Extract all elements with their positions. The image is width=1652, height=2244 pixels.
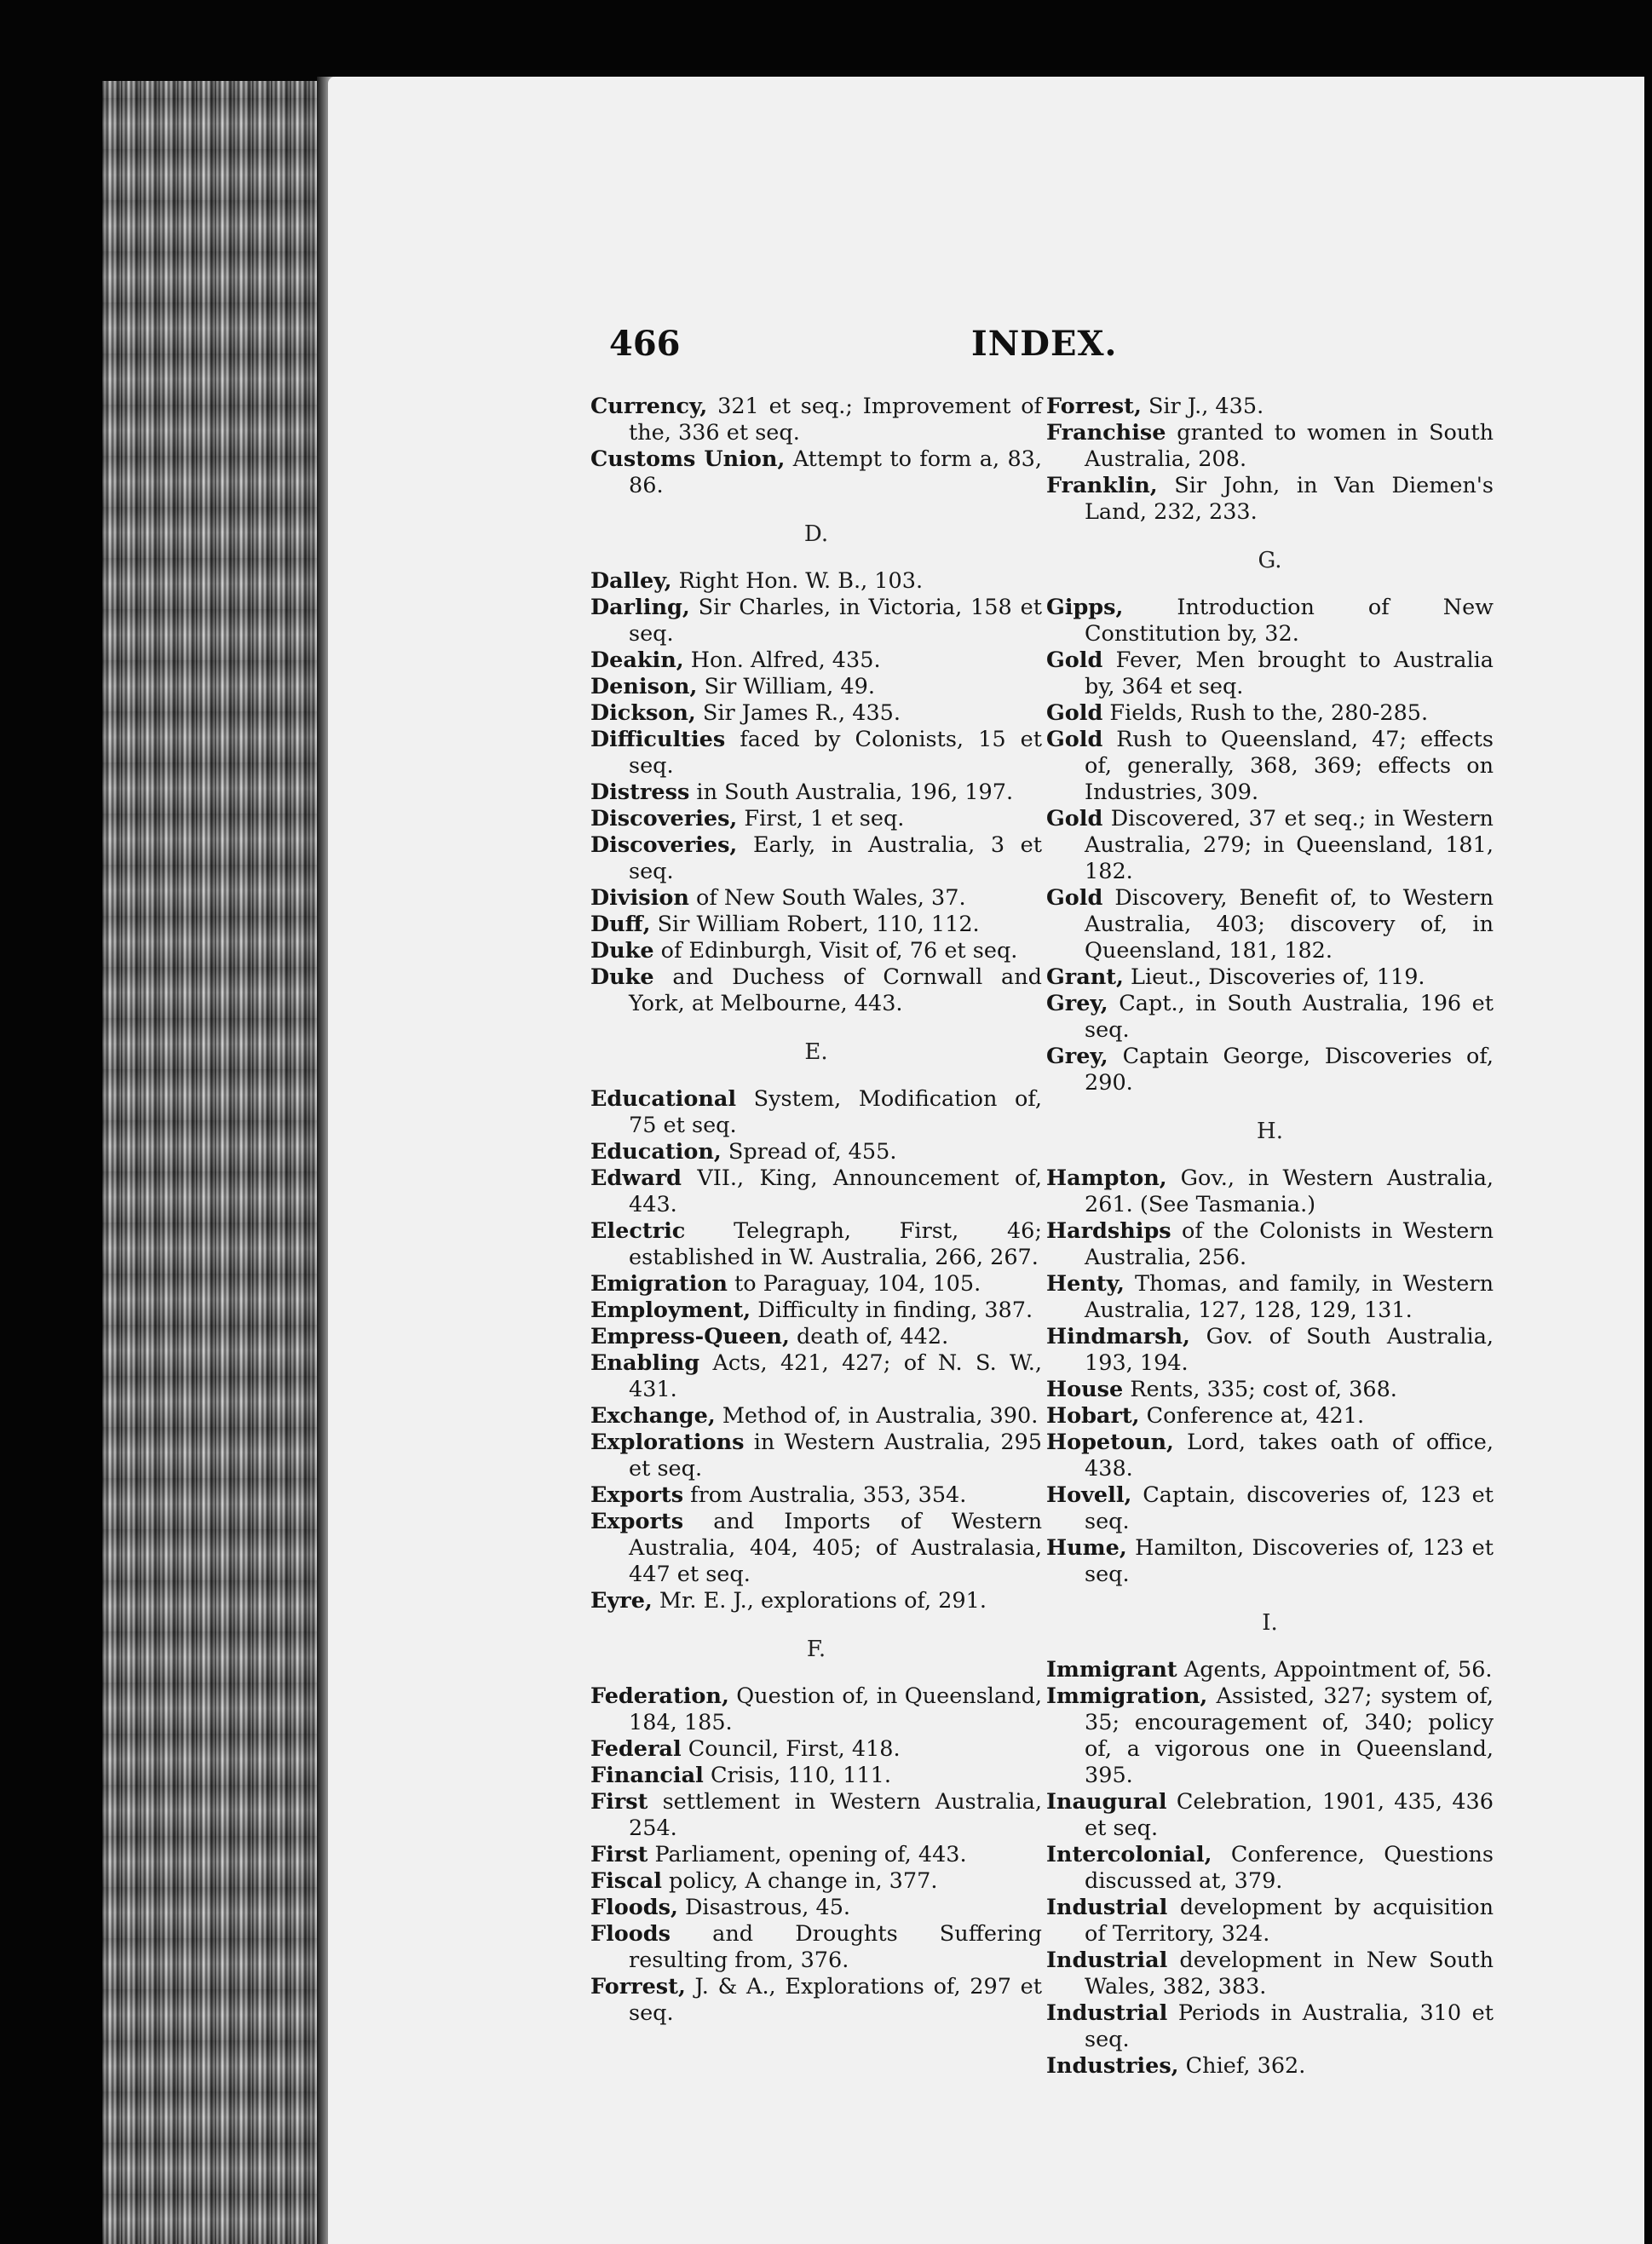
index-entry-text: First, 1 et seq. [744,806,905,831]
index-headword: Financial [590,1763,704,1788]
index-headword: Exchange, [590,1403,716,1429]
index-headword: Gold [1046,727,1103,752]
index-entry-text: 321 et seq.; Improvement of the, 336 et seq. [629,394,1042,446]
index-headword: Division [590,885,689,911]
index-entry-text: Capt., in South Australia, 196 et seq. [1085,991,1494,1043]
index-entry-text: Disastrous, 45. [684,1895,851,1920]
index-entry-text: Sir J., 435. [1148,394,1264,419]
index-entry [590,1868,1042,1895]
index-entry [590,1842,1042,1868]
index-headword: Hindmarsh, [1046,1324,1190,1349]
index-entry [1046,806,1494,885]
index-headword: Industrial [1046,2000,1168,2026]
index-entry-text: Lieut., Discoveries of, 119. [1131,964,1425,990]
index-column-left [590,394,1042,2027]
index-headword: Employment, [590,1297,751,1323]
index-headword: Educational [590,1086,737,1112]
index-entry [1046,1430,1494,1482]
index-entry [1046,1657,1494,1683]
index-headword: Grey, [1046,991,1108,1016]
index-entry-text: from Australia, 353, 354. [690,1482,967,1508]
index-headword: Gold [1046,700,1103,726]
index-entry [590,1895,1042,1921]
index-entry-text: of the Colonists in Western Australia, 256. [1085,1218,1494,1270]
index-entry [1046,700,1494,727]
index-entry [590,832,1042,885]
index-entry-text: and Duchess of Cornwall and York, at Melbourne, 443. [629,964,1043,1016]
index-entry [590,964,1042,1017]
index-entry [590,806,1042,832]
index-entry-text: Difficulty in finding, 387. [757,1297,1033,1323]
index-headword: Difficulties [590,727,726,752]
index-entry-text: in South Australia, 196, 197. [696,780,1014,805]
index-entry-text: development in New South Wales, 382, 383. [1085,1948,1494,1999]
index-entry [590,700,1042,727]
index-entry [590,1271,1042,1297]
index-entry-text: Sir John, in Van Diemen's Land, 232, 233. [1085,473,1494,525]
index-entry [590,1763,1042,1789]
index-entry [590,885,1042,912]
index-entry-text: Captain George, Discoveries of, 290. [1085,1044,1494,1096]
index-entry [590,1218,1042,1271]
index-headword: Gipps, [1046,595,1124,620]
index-entry-text: Periods in Australia, 310 et seq. [1085,2000,1494,2052]
index-entry [1046,1789,1494,1842]
index-headword: House [1046,1377,1124,1402]
index-entry-text: and Droughts Suffering resulting from, 376. [629,1921,1042,1973]
index-letter-heading: E. [804,1039,828,1065]
index-entry [590,1683,1042,1736]
index-headword: Intercolonial, [1046,1842,1212,1867]
index-headword: Gold [1046,806,1103,831]
index-headword: Duke [590,938,654,964]
index-headword: Floods, [590,1895,678,1920]
index-headword: Currency, [590,394,708,419]
index-entry-text: Crisis, 110, 111. [710,1763,891,1788]
index-entry [590,1509,1042,1588]
index-headword: Discoveries, [590,806,738,831]
index-headword: Electric [590,1218,686,1244]
index-entry-text: Gov., in Western Australia, 261. (See Tasmania.) [1085,1165,1494,1217]
index-letter-heading: F. [806,1637,826,1662]
index-entry-text: of New South Wales, 37. [696,885,966,911]
index-entry [1046,420,1494,473]
index-entry-text: Celebration, 1901, 435, 436 et seq. [1085,1789,1494,1841]
index-headword: Hume, [1046,1535,1127,1561]
index-entry-text: development by acquisition of Territory, 324. [1085,1895,1494,1947]
index-entry-text: Chief, 362. [1185,2053,1306,2079]
index-entry [590,1921,1042,1974]
index-entry [590,727,1042,780]
index-entry [590,780,1042,806]
index-entry-text: Conference at, 421. [1146,1403,1365,1429]
index-entry [1046,1535,1494,1588]
index-entry-text: and Imports of Western Australia, 404, 405; of Australasia, 447 et seq. [629,1509,1042,1587]
index-headword: Edward [590,1165,682,1191]
index-entry-text: Early, in Australia, 3 et seq. [629,832,1042,884]
index-headword: Explorations [590,1430,745,1455]
index-letter-heading: I. [1262,1610,1278,1636]
index-entry-text: Sir Charles, in Victoria, 158 et seq. [629,595,1043,647]
index-entry-text: Assisted, 327; system of, 35; encouragement of, 340; policy of, a vigorous one in Queensland, 395. [1085,1683,1494,1788]
index-headword: Industrial [1046,1895,1168,1920]
index-entry-text: Attempt to form a, 83, 86. [629,446,1042,498]
index-letter-heading: G. [1258,548,1282,573]
running-head [609,324,1154,366]
index-entry-text: Mr. E. J., explorations of, 291. [659,1588,987,1614]
index-headword: Grant, [1046,964,1124,990]
index-entry-text: Rush to Queensland, 47; effects of, generally, 368, 369; effects on Industries, 309. [1085,727,1494,805]
index-entry-text: policy, A change in, 377. [669,1868,938,1894]
index-entry [1046,2053,1494,2080]
index-entry [590,1324,1042,1350]
index-entry-text: Acts, 421, 427; of N. S. W., 431. [629,1350,1042,1402]
index-entry [590,446,1042,499]
index-entry [1046,1482,1494,1535]
index-entry [1046,1165,1494,1218]
index-entry-text: Spread of, 455. [728,1139,897,1165]
index-headword: Hardships [1046,1218,1171,1244]
index-entry-text: Question of, in Queensland, 184, 185. [629,1683,1042,1735]
index-entry [1046,991,1494,1044]
index-entry [590,647,1042,674]
index-entry-text: death of, 442. [796,1324,949,1349]
index-entry [1046,885,1494,964]
index-entry-text: Hamilton, Discoveries of, 123 et seq. [1085,1535,1494,1587]
index-entry [1046,473,1494,526]
index-entry-text: Lord, takes oath of office, 438. [1085,1430,1494,1482]
index-headword: Inaugural [1046,1789,1167,1815]
index-headword: Immigration, [1046,1683,1208,1709]
index-headword: Gold [1046,647,1103,673]
index-entry [1046,1271,1494,1324]
index-entry-text: Discovery, Benefit of, to Western Australia, 403; discovery of, in Queensland, 181, 182. [1085,885,1494,964]
index-entry-text: Sir James R., 435. [702,700,901,726]
index-entry [1046,394,1494,420]
index-headword: Duff, [590,912,651,937]
index-entry [590,1588,1042,1614]
index-entry [1046,647,1494,700]
section-title: INDEX. [971,324,1118,364]
index-entry-text: Captain, discoveries of, 123 et seq. [1085,1482,1494,1534]
index-headword: Immigrant [1046,1657,1177,1683]
index-entry-text: Parliament, opening of, 443. [654,1842,967,1867]
index-headword: Distress [590,780,690,805]
index-entry-text: VII., King, Announcement of, 443. [629,1165,1042,1217]
index-headword: Dalley, [590,568,672,594]
index-entry [590,568,1042,595]
index-headword: Empress-Queen, [590,1324,790,1349]
index-entry [1046,595,1494,647]
index-headword: Henty, [1046,1271,1125,1297]
index-headword: Discoveries, [590,832,738,858]
index-entry [590,394,1042,446]
index-headword: Industrial [1046,1948,1168,1973]
index-entry [1046,1044,1494,1096]
index-headword: Hobart, [1046,1403,1140,1429]
index-entry-text: Introduction of New Constitution by, 32. [1085,595,1494,647]
index-entry [590,674,1042,700]
index-headword: First [590,1842,648,1867]
index-entry [590,1086,1042,1139]
index-entry [1046,1842,1494,1895]
index-entry-text: J. & A., Explorations of, 297 et seq. [629,1974,1042,2026]
index-letter-heading: D. [803,521,829,547]
index-headword: Emigration [590,1271,728,1297]
index-entry [590,938,1042,964]
index-letter-heading: H. [1257,1119,1283,1144]
index-entry [590,1165,1042,1218]
index-headword: Exports [590,1509,684,1534]
index-headword: Federation, [590,1683,729,1709]
index-entry [590,1403,1042,1430]
index-entry [590,1736,1042,1763]
index-headword: Hopetoun, [1046,1430,1174,1455]
index-entry [1046,1683,1494,1789]
index-headword: Education, [590,1139,722,1165]
index-entry-text: Conference, Questions discussed at, 379. [1085,1842,1494,1894]
index-entry-text: in Western Australia, 295 et seq. [629,1430,1042,1482]
index-headword: Hovell, [1046,1482,1132,1508]
index-entry [590,1430,1042,1482]
index-headword: Hampton, [1046,1165,1167,1191]
index-entry-text: Method of, in Australia, 390. [722,1403,1039,1429]
index-headword: Darling, [590,595,690,620]
index-headword: Franchise [1046,420,1166,446]
book-page-edges [102,81,337,2244]
index-headword: Fiscal [590,1868,662,1894]
index-entry-text: Telegraph, First, 46; established in W. Australia, 266, 267. [629,1218,1042,1270]
index-headword: Forrest, [590,1974,686,1999]
index-headword: Eyre, [590,1588,653,1614]
index-entry-text: Gov. of South Australia, 193, 194. [1085,1324,1494,1376]
index-entry-text: Fields, Rush to the, 280-285. [1109,700,1429,726]
index-column-right [1046,394,1494,2080]
index-headword: Customs Union, [590,446,786,472]
index-entry [590,1789,1042,1842]
index-headword: Grey, [1046,1044,1108,1069]
index-headword: Franklin, [1046,473,1158,498]
index-entry [1046,1377,1494,1403]
index-entry-text: Council, First, 418. [688,1736,901,1762]
index-entry [1046,727,1494,806]
index-entry-text: granted to women in South Australia, 208. [1085,420,1494,472]
index-headword: Denison, [590,674,698,699]
index-entry [1046,1948,1494,2000]
index-entry-text: Hon. Alfred, 435. [690,647,881,673]
page-number: 466 [609,324,681,364]
index-headword: Industries, [1046,2053,1179,2079]
index-entry [1046,1403,1494,1430]
index-entry-text: Thomas, and family, in Western Australia, 127, 128, 129, 131. [1085,1271,1494,1323]
index-headword: Forrest, [1046,394,1142,419]
index-entry [1046,1895,1494,1948]
index-entry-text: Right Hon. W. B., 103. [678,568,924,594]
index-headword: Gold [1046,885,1103,911]
index-entry-text: of Edinburgh, Visit of, 76 et seq. [660,938,1018,964]
index-entry [590,1297,1042,1324]
index-entry-text: Rents, 335; cost of, 368. [1130,1377,1397,1402]
index-entry-text: faced by Colonists, 15 et seq. [629,727,1042,779]
index-entry [1046,964,1494,991]
index-headword: Duke [590,964,654,990]
index-entry-text: Fever, Men brought to Australia by, 364 et seq. [1085,647,1494,699]
index-entry-text: Sir William, 49. [704,674,875,699]
index-entry [590,1482,1042,1509]
index-entry [1046,1218,1494,1271]
index-entry-text: System, Modification of, 75 et seq. [629,1086,1042,1138]
index-headword: Dickson, [590,700,696,726]
index-entry [590,595,1042,647]
index-headword: Federal [590,1736,682,1762]
index-entry-text: Discovered, 37 et seq.; in Western Australia, 279; in Queensland, 181, 182. [1085,806,1494,884]
index-entry [590,1139,1042,1165]
index-entry [1046,2000,1494,2053]
index-entry-text: Agents, Appointment of, 56. [1183,1657,1493,1683]
index-headword: First [590,1789,648,1815]
index-entry [590,1974,1042,2027]
index-entry-text: settlement in Western Australia, 254. [629,1789,1042,1841]
index-headword: Exports [590,1482,684,1508]
index-entry [1046,1324,1494,1377]
index-entry [590,1350,1042,1403]
index-headword: Floods [590,1921,671,1947]
index-headword: Deakin, [590,647,684,673]
index-headword: Enabling [590,1350,700,1376]
index-entry-text: Sir William Robert, 110, 112. [657,912,980,937]
index-entry [590,912,1042,938]
index-entry-text: to Paraguay, 104, 105. [734,1271,981,1297]
